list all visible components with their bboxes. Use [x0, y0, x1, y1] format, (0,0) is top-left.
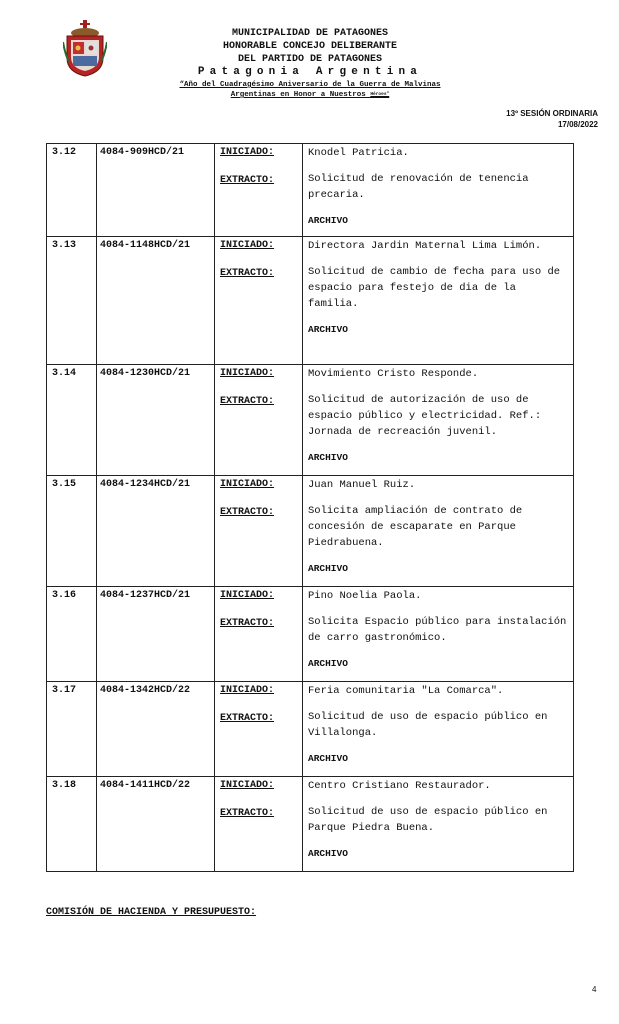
extracto-label: EXTRACTO: [220, 396, 275, 407]
expediente-number: 4084-1342HCD/22 [97, 682, 215, 777]
resolution-text: ARCHIVO [308, 324, 348, 335]
commission-heading: COMISIÓN DE HACIENDA Y PRESUPUESTO: [46, 907, 257, 918]
row-number: 3.16 [47, 587, 97, 682]
label-cell [215, 476, 303, 587]
iniciado-text: Feria comunitaria "La Comarca". [308, 685, 504, 697]
resolution-text: ARCHIVO [308, 452, 348, 463]
coat-of-arms-icon [63, 20, 107, 78]
row-number: 3.13 [47, 237, 97, 365]
extracto-text: Solicitud de renovación de tenencia precaria. [308, 173, 529, 201]
table-row [47, 682, 574, 777]
iniciado-label: INICIADO: [220, 590, 275, 601]
table-row [47, 476, 574, 587]
extracto-text: Solicita Espacio público para instalación de carro gastronómico. [308, 616, 567, 644]
resolution-text: ARCHIVO [308, 753, 348, 764]
content-cell [303, 587, 574, 682]
row-number: 3.18 [47, 777, 97, 872]
iniciado-label: INICIADO: [220, 147, 275, 158]
page-number: 4 [592, 985, 597, 994]
session-title: 13º SESIÓN ORDINARIA [506, 109, 598, 118]
iniciado-text: Juan Manuel Ruiz. [308, 479, 416, 491]
row-number: 3.17 [47, 682, 97, 777]
iniciado-text: Movimiento Cristo Responde. [308, 368, 479, 380]
iniciado-label: INICIADO: [220, 479, 275, 490]
content-cell [303, 682, 574, 777]
label-cell [215, 237, 303, 365]
header-motto [140, 80, 480, 100]
extracto-label: EXTRACTO: [220, 268, 275, 279]
table-row [47, 365, 574, 476]
header-municipality: MUNICIPALIDAD DE PATAGONES [231, 28, 389, 39]
header-council: HONORABLE CONCEJO DELIBERANTE [222, 41, 398, 52]
row-number: 3.12 [47, 144, 97, 237]
expedientes-table [46, 143, 574, 872]
header-motto-line2: Argentinas en Honor a Nuestros $^{Héroes”}$ [230, 91, 390, 99]
row-number: 3.14 [47, 365, 97, 476]
header-title-block [140, 27, 480, 66]
iniciado-text: Knodel Patricia. [308, 147, 409, 159]
content-cell [303, 476, 574, 587]
table-row [47, 777, 574, 872]
content-cell [303, 237, 574, 365]
extracto-label: EXTRACTO: [220, 507, 275, 518]
expediente-number: 4084-1411HCD/22 [97, 777, 215, 872]
content-cell [303, 144, 574, 237]
header-district: DEL PARTIDO DE PATAGONES [237, 54, 383, 65]
table-row [47, 237, 574, 365]
header-motto-line1: “Año del Cuadragésimo Aniversario de la Guerra de Malvinas [179, 81, 441, 89]
extracto-text: Solicitud de uso de espacio público en Villalonga. [308, 711, 548, 739]
session-info [506, 108, 598, 130]
iniciado-text: Directora Jardin Maternal Lima Limón. [308, 240, 542, 252]
header-region: Patagonia Argentina [197, 66, 423, 78]
resolution-text: ARCHIVO [308, 563, 348, 574]
extracto-text: Solicitud de cambio de fecha para uso de espacio para festejo de dia de la familia. [308, 266, 561, 310]
expediente-number: 4084-909HCD/21 [97, 144, 215, 237]
expediente-number: 4084-1237HCD/21 [97, 587, 215, 682]
label-cell [215, 587, 303, 682]
resolution-text: ARCHIVO [308, 848, 348, 859]
iniciado-label: INICIADO: [220, 368, 275, 379]
expediente-number: 4084-1148HCD/21 [97, 237, 215, 365]
table-row [47, 144, 574, 237]
iniciado-label: INICIADO: [220, 685, 275, 696]
expediente-number: 4084-1234HCD/21 [97, 476, 215, 587]
extracto-label: EXTRACTO: [220, 808, 275, 819]
extracto-label: EXTRACTO: [220, 618, 275, 629]
extracto-text: Solicita ampliación de contrato de concesión de escaparate en Parque Piedrabuena. [308, 505, 523, 549]
iniciado-text: Pino Noelia Paola. [308, 590, 422, 602]
resolution-text: ARCHIVO [308, 215, 348, 226]
extracto-text: Solicitud de autorización de uso de espacio público y electricidad. Ref.: Jornada de recreación juvenil. [308, 394, 542, 438]
session-date: 17/08/2022 [557, 120, 598, 129]
content-cell [303, 777, 574, 872]
resolution-text: ARCHIVO [308, 658, 348, 669]
iniciado-text: Centro Cristiano Restaurador. [308, 780, 491, 792]
label-cell [215, 144, 303, 237]
extracto-label: EXTRACTO: [220, 175, 275, 186]
expediente-number: 4084-1230HCD/21 [97, 365, 215, 476]
table-row [47, 587, 574, 682]
content-cell [303, 365, 574, 476]
iniciado-label: INICIADO: [220, 780, 275, 791]
label-cell [215, 365, 303, 476]
extracto-text: Solicitud de uso de espacio público en Parque Piedra Buena. [308, 806, 548, 834]
extracto-label: EXTRACTO: [220, 713, 275, 724]
label-cell [215, 682, 303, 777]
row-number: 3.15 [47, 476, 97, 587]
iniciado-label: INICIADO: [220, 240, 275, 251]
label-cell [215, 777, 303, 872]
